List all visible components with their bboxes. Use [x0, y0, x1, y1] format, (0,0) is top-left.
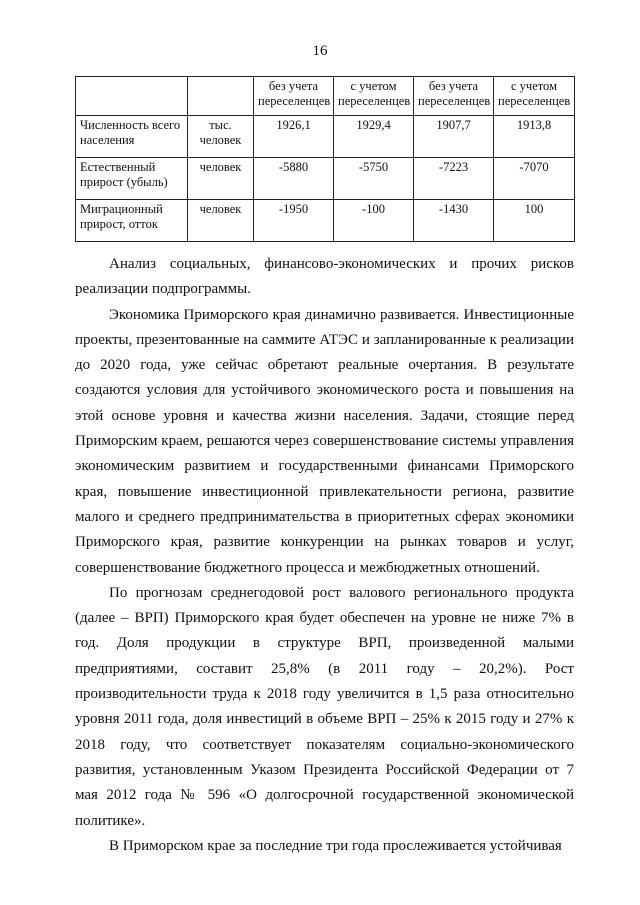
- indicator-cell: Естественный прирост (убыль): [76, 158, 188, 200]
- value-cell: 1926,1: [254, 116, 334, 158]
- value-cell: -7070: [494, 158, 575, 200]
- paragraph-risk-analysis: Анализ социальных, финансово-экономических и прочих рисков реализации подпрограммы.: [75, 256, 574, 298]
- forecast-table: [75, 76, 575, 242]
- header-col-1: без учета переселенцев: [254, 77, 334, 116]
- page-number: 16: [312, 43, 328, 59]
- value-cell: -7223: [414, 158, 494, 200]
- value-cell: -5880: [254, 158, 334, 200]
- header-unit: [188, 77, 254, 116]
- value-cell: -1950: [254, 200, 334, 242]
- indicator-cell: Миграционный прирост, отток: [76, 200, 188, 242]
- paragraph-trend: В Приморском крае за последние три года прослеживается устойчивая: [109, 837, 562, 854]
- body-text: [75, 252, 574, 859]
- header-indicator: [76, 77, 188, 116]
- value-cell: 1907,7: [414, 116, 494, 158]
- table-row: [76, 158, 575, 200]
- value-cell: -5750: [334, 158, 414, 200]
- table-row: [76, 200, 575, 242]
- value-cell: 1929,4: [334, 116, 414, 158]
- header-col-2: с учетом переселенцев: [334, 77, 414, 116]
- unit-cell: человек: [188, 200, 254, 242]
- value-cell: -100: [334, 200, 414, 242]
- unit-cell: тыс. человек: [188, 116, 254, 158]
- value-cell: -1430: [414, 200, 494, 242]
- paragraph-forecast: По прогнозам среднегодовой рост валового регионального продукта (далее – ВРП) Приморского края будет обеспечен на уровне не ниже 7% в год. Доля продукции в структуре ВРП, произведенной малыми предприятиями, составит 25,8% (в 2011 году – 20,2%). Рост производительности труда к 2018 году увеличится в 1,5 раза относительно уровня 2011 года, доля инвестиций в объеме ВРП – 25% к 2015 году и 27% к 2018 году, что соответствует показателям социально-экономического развития, установленным Указом Президента Российской Федерации от 7 мая 2012 года № 596 «О долгосрочной государственной экономической политике».: [75, 584, 574, 829]
- unit-cell: человек: [188, 158, 254, 200]
- value-cell: 1913,8: [494, 116, 575, 158]
- table-header-row: [76, 77, 575, 116]
- table-row: [76, 116, 575, 158]
- value-cell: 100: [494, 200, 575, 242]
- paragraph-economy: Экономика Приморского края динамично развивается. Инвестиционные проекты, презентованные на саммите АТЭС и запланированные к реализации до 2020 года, уже сейчас обретают реальные очертания. В результате создаются условия для устойчивого экономического роста и повышения на этой основе уровня и качества жизни населения. Задачи, стоящие перед Приморским краем, решаются через совершенствование системы управления экономическим развитием и государственными финансами Приморского края, повышение инвестиционной привлекательности региона, развитие малого и среднего предпринимательства в приоритетных сферах экономики Приморского края, развитие конкуренции на рынках товаров и услуг, совершенствование бюджетного процесса и межбюджетных отношений.: [75, 306, 574, 576]
- header-col-4: с учетом переселенцев: [494, 77, 575, 116]
- indicator-cell: Численность всего населения: [76, 116, 188, 158]
- header-col-3: без учета переселенцев: [414, 77, 494, 116]
